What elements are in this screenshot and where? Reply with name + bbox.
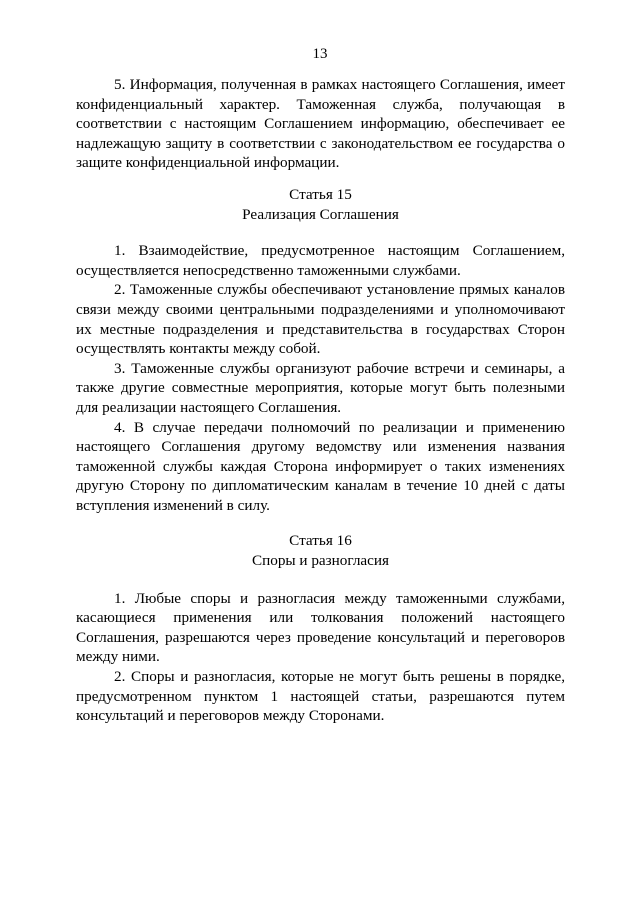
document-body bbox=[76, 75, 565, 726]
article-15-title: Реализация Соглашения bbox=[242, 205, 399, 223]
paragraph-confidentiality: 5. Информация, полученная в рамках настоящего Соглашения, имеет конфиденциальный характер. Таможенная служба, получающая в соответствии с настоящим Соглашением информацию, обеспечивает ее надлежащую защиту в соответствии с законодательством ее государства о защите конфиденциальной информации. bbox=[76, 76, 565, 172]
article-16-number: Статья 16 bbox=[289, 532, 352, 550]
article-15-heading bbox=[76, 185, 565, 224]
article-15-paragraph-4: 4. В случае передачи полномочий по реализации и применению настоящего Соглашения другому ведомству или изменения названия таможенной службы каждая Сторона информирует о таких изменениях другую Сторону по дипломатическим каналам в течение 10 дней с даты вступления изменений в силу. bbox=[76, 418, 565, 514]
article-15-paragraph-1: 1. Взаимодействие, предусмотренное настоящим Соглашением, осуществляется непосредственно таможенными службами. bbox=[76, 242, 565, 279]
article-16-paragraph-1: 1. Любые споры и разногласия между таможенными службами, касающиеся применения или толкования положений настоящего Соглашения, разрешаются через проведение консультаций и переговоров между ними. bbox=[76, 589, 565, 666]
article-16-heading bbox=[76, 531, 565, 570]
article-16-title: Споры и разногласия bbox=[251, 552, 390, 570]
article-15-number: Статья 15 bbox=[289, 185, 352, 203]
article-15-paragraph-2: 2. Таможенные службы обеспечивают установление прямых каналов связи между своими центральными подразделениями и уполномочивают их местные подразделения и представительства в государствах Сторон осуществлять контакты между собой. bbox=[76, 281, 565, 358]
page-number: 13 bbox=[312, 46, 328, 62]
article-15-paragraph-3: 3. Таможенные службы организуют рабочие встречи и семинары, а также другие совместные мероприятия, которые могут быть полезными для реализации настоящего Соглашения. bbox=[76, 359, 565, 416]
article-16-paragraph-2: 2. Споры и разногласия, которые не могут быть решены в порядке, предусмотренном пунктом 1 настоящей статьи, разрешаются путем консультаций и переговоров между Сторонами. bbox=[76, 668, 565, 725]
